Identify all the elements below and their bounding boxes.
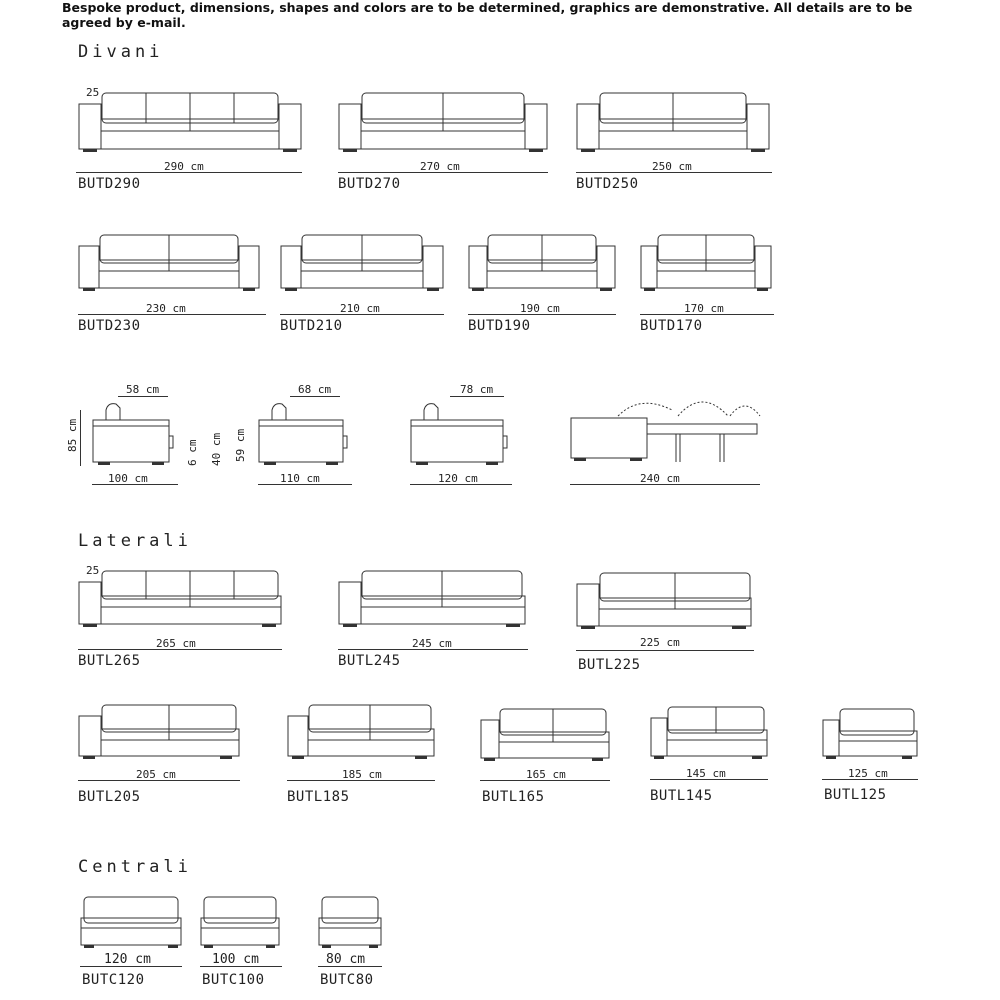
sofa-width: 190 cm bbox=[520, 302, 560, 315]
sofa-drawing bbox=[468, 234, 616, 292]
disclaimer-note: Bespoke product, dimensions, shapes and colors are to be determined, graphics are demonstrative. All details are to be agreed by e-mail. bbox=[62, 0, 913, 30]
sofa-width: 120 cm bbox=[104, 952, 151, 967]
dimension-line bbox=[450, 396, 504, 397]
height-label: 85 cm bbox=[66, 418, 79, 452]
dimension-line bbox=[290, 396, 340, 397]
sofa-drawing bbox=[822, 708, 918, 760]
sofa-drawing bbox=[480, 708, 610, 762]
sofa-code: BUTL265 bbox=[78, 653, 141, 669]
sofa-profile-drawing bbox=[410, 400, 512, 468]
height-label: 59 cm bbox=[234, 428, 247, 462]
sofa-profile-drawing bbox=[92, 400, 178, 468]
sofa-bed-drawing bbox=[570, 396, 762, 466]
section-title-laterali: Laterali bbox=[78, 531, 192, 551]
sofa-code: BUTC80 bbox=[320, 972, 374, 988]
sofa-width: 270 cm bbox=[420, 160, 460, 173]
height-label: 6 cm bbox=[186, 439, 199, 466]
arm-width-label: 25 bbox=[86, 564, 100, 577]
sofa-code: BUTD170 bbox=[640, 318, 703, 334]
dimension-line bbox=[576, 650, 754, 651]
sofa-width: 210 cm bbox=[340, 302, 380, 315]
sofa-width: 230 cm bbox=[146, 302, 186, 315]
sofa-drawing bbox=[78, 704, 240, 760]
depth-label: 110 cm bbox=[280, 472, 320, 485]
sofa-code: BUTL205 bbox=[78, 789, 141, 805]
sofa-drawing bbox=[78, 234, 260, 292]
depth-label: 120 cm bbox=[438, 472, 478, 485]
dimension-line bbox=[118, 396, 168, 397]
sofa-drawing bbox=[287, 704, 435, 760]
sofa-drawing bbox=[576, 572, 754, 630]
sofa-profile-drawing bbox=[258, 400, 352, 468]
depth-label: 100 cm bbox=[108, 472, 148, 485]
sofa-code: BUTD210 bbox=[280, 318, 343, 334]
depth-label: 240 cm bbox=[640, 472, 680, 485]
sofa-drawing bbox=[280, 234, 444, 292]
sofa-drawing bbox=[78, 92, 303, 154]
section-title-divani: Divani bbox=[78, 42, 164, 62]
sofa-drawing bbox=[318, 896, 382, 950]
sofa-width: 100 cm bbox=[212, 952, 259, 967]
sofa-drawing bbox=[640, 234, 772, 292]
sofa-width: 80 cm bbox=[326, 952, 366, 967]
sofa-code: BUTC100 bbox=[202, 972, 265, 988]
sofa-drawing bbox=[200, 896, 280, 950]
sofa-code: BUTD270 bbox=[338, 176, 401, 192]
sofa-width: 125 cm bbox=[848, 767, 888, 780]
sofa-width: 250 cm bbox=[652, 160, 692, 173]
sofa-code: BUTL165 bbox=[482, 789, 545, 805]
seat-depth-label: 78 cm bbox=[460, 383, 494, 396]
sofa-drawing bbox=[576, 92, 770, 154]
sofa-code: BUTL185 bbox=[287, 789, 350, 805]
sofa-code: BUTD190 bbox=[468, 318, 531, 334]
dimension-line bbox=[80, 410, 81, 466]
sofa-width: 205 cm bbox=[136, 768, 176, 781]
sofa-drawing bbox=[78, 570, 282, 628]
sofa-code: BUTL225 bbox=[578, 657, 641, 673]
sofa-drawing bbox=[80, 896, 182, 950]
sofa-width: 170 cm bbox=[684, 302, 724, 315]
sofa-drawing bbox=[338, 92, 548, 154]
sofa-width: 245 cm bbox=[412, 637, 452, 650]
sofa-drawing bbox=[338, 570, 528, 628]
sofa-code: BUTD290 bbox=[78, 176, 141, 192]
sofa-drawing bbox=[650, 706, 768, 760]
sofa-width: 165 cm bbox=[526, 768, 566, 781]
sofa-width: 225 cm bbox=[640, 636, 680, 649]
sofa-code: BUTL145 bbox=[650, 788, 713, 804]
sofa-code: BUTC120 bbox=[82, 972, 145, 988]
sofa-code: BUTL245 bbox=[338, 653, 401, 669]
seat-depth-label: 58 cm bbox=[126, 383, 160, 396]
sofa-width: 290 cm bbox=[164, 160, 204, 173]
section-title-centrali: Centrali bbox=[78, 857, 192, 877]
sofa-width: 185 cm bbox=[342, 768, 382, 781]
sofa-code: BUTD230 bbox=[78, 318, 141, 334]
sofa-width: 145 cm bbox=[686, 767, 726, 780]
seat-depth-label: 68 cm bbox=[298, 383, 332, 396]
sofa-code: BUTD250 bbox=[576, 176, 639, 192]
arm-width-label: 25 bbox=[86, 86, 100, 99]
sofa-width: 265 cm bbox=[156, 637, 196, 650]
sofa-code: BUTL125 bbox=[824, 787, 887, 803]
height-label: 40 cm bbox=[210, 432, 223, 466]
